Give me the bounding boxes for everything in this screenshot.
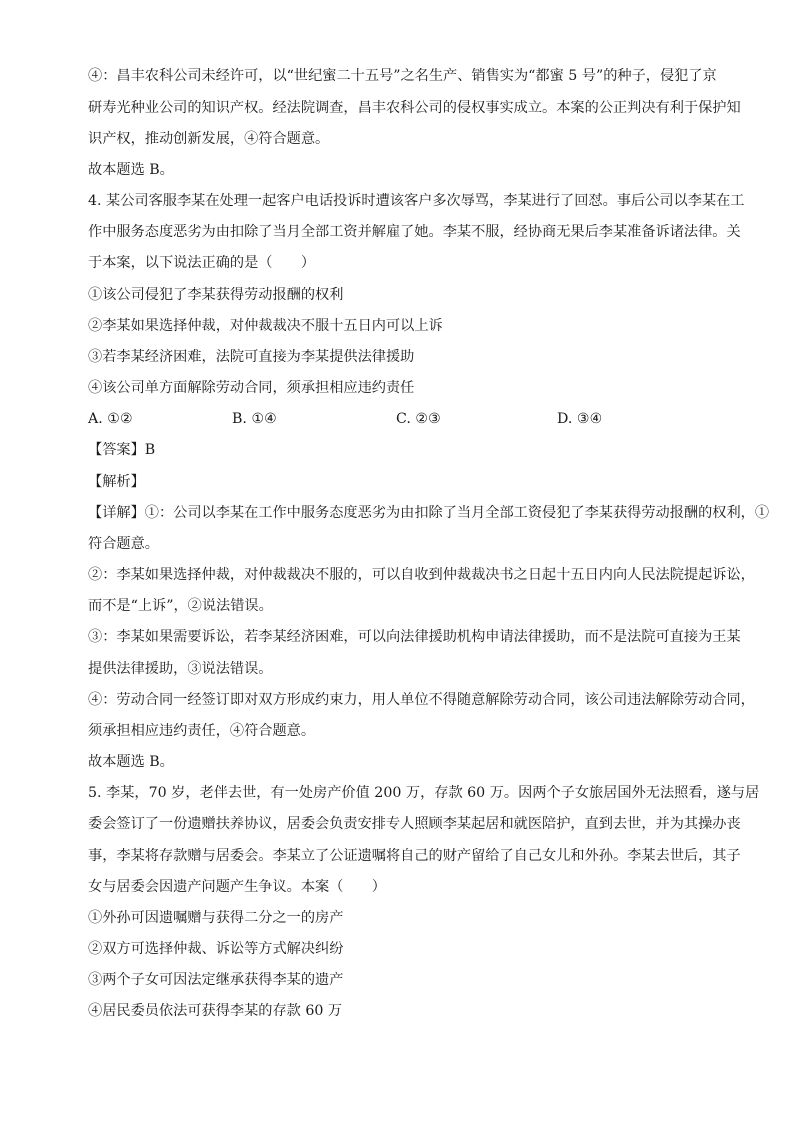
statement-4: ④该公司单方面解除劳动合同，须承担相应违约责任 xyxy=(88,380,415,396)
text-line: 女与居委会因遗产问题产生争议。本案（ ） xyxy=(88,879,386,895)
text-line: 须承担相应违约责任，④符合题意。 xyxy=(88,723,316,739)
text-line: 于本案，以下说法正确的是（ ） xyxy=(88,255,316,271)
statement-1: ①外孙可因遗嘱赠与获得二分之一的房产 xyxy=(88,910,344,926)
text-line: 识产权，推动创新发展，④符合题意。 xyxy=(88,131,330,147)
text-line: ④：昌丰农科公司未经许可，以“世纪蜜二十五号”之名生产、销售实为“都蜜 5 号”的种子，侵犯了京 xyxy=(88,68,717,84)
statement-2: ②双方可选择仲裁、诉讼等方式解决纠纷 xyxy=(88,941,344,957)
text-line: ③：李某如果需要诉讼，若李某经济困难，可以向法律援助机构申请法律援助，而不是法院可直接为王某 xyxy=(88,629,741,645)
statement-4: ④居民委员依法可获得李某的存款 60 万 xyxy=(88,1003,343,1019)
text-line: 研寿光种业公司的知识产权。经法院调查，昌丰农科公司的侵权事实成立。本案的公正判决有利于保护知 xyxy=(88,100,741,116)
text-line: 提供法律援助，③说法错误。 xyxy=(88,661,273,677)
option-a: A. ①② xyxy=(88,411,133,427)
statement-3: ③若李某经济困难，法院可直接为李某提供法律援助 xyxy=(88,349,415,365)
text-line: 故本题选 B。 xyxy=(88,162,174,178)
text-line: 【详解】①：公司以李某在工作中服务态度恶劣为由扣除了当月全部工资侵犯了李某获得劳动报酬的权利，① xyxy=(88,505,770,521)
text-line: 而不是“上诉”，②说法错误。 xyxy=(88,598,273,614)
text-line: 符合题意。 xyxy=(88,536,159,552)
text-line: 故本题选 B。 xyxy=(88,754,174,770)
text-line: ④：劳动合同一经签订即对双方形成约束力，用人单位不得随意解除劳动合同，该公司违法解除劳动合同， xyxy=(88,692,755,708)
option-b: B. ①④ xyxy=(232,411,277,427)
statement-3: ③两个子女可因法定继承获得李某的遗产 xyxy=(88,972,344,988)
text-line: 委会签订了一份遗赠扶养协议，居委会负责安排专人照顾李某起居和就医陪护，直到去世，并为其操办丧 xyxy=(88,816,741,832)
analysis-label: 【解析】 xyxy=(88,474,145,490)
text-line: 作中服务态度恶劣为由扣除了当月全部工资并解雇了她。李某不服，经协商无果后李某准备诉诸法律。关 xyxy=(88,224,741,240)
answer-label: 【答案】B xyxy=(88,442,156,458)
option-d: D. ③④ xyxy=(557,411,603,427)
question-5-stem: 5. 李某，70 岁，老伴去世，有一处房产价值 200 万，存款 60 万。因两个子女旅居国外无法照看，遂与居 xyxy=(88,785,760,801)
option-c: C. ②③ xyxy=(396,411,441,427)
text-line: ②：李某如果选择仲裁，对仲裁裁决不服的，可以自收到仲裁裁决书之日起十五日内向人民法院提起诉讼， xyxy=(88,567,755,583)
question-4-stem: 4. 某公司客服李某在处理一起客户电话投诉时遭该客户多次辱骂，李某进行了回怼。事后公司以李某在工 xyxy=(88,193,745,209)
text-line: 事，李某将存款赠与居委会。李某立了公证遗嘱将自己的财产留给了自己女儿和外孙。李某去世后，其子 xyxy=(88,848,741,864)
statement-2: ②李某如果选择仲裁，对仲裁裁决不服十五日内可以上诉 xyxy=(88,318,443,334)
statement-1: ①该公司侵犯了李某获得劳动报酬的权利 xyxy=(88,287,344,303)
